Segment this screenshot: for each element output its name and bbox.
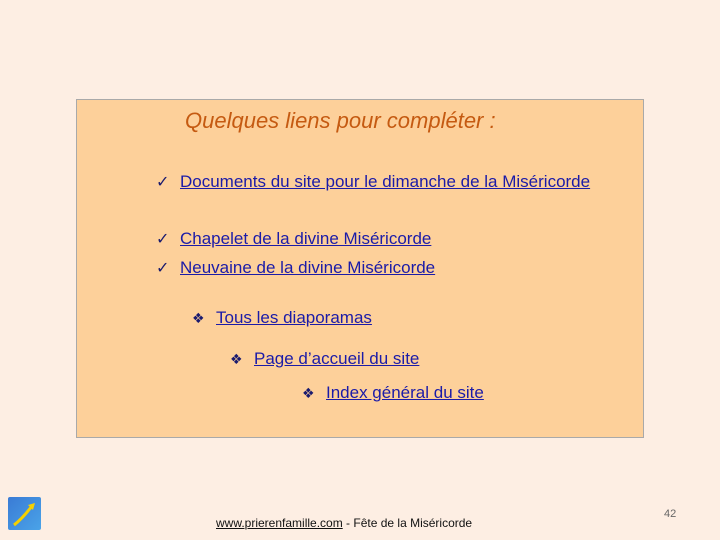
- link-neuvaine[interactable]: Neuvaine de la divine Miséricorde: [180, 258, 436, 277]
- link-item-chapelet: [156, 229, 431, 249]
- footer-separator: -: [342, 516, 354, 530]
- checkmark-icon: ✓: [156, 174, 170, 191]
- link-chapelet[interactable]: Chapelet de la divine Miséricorde: [180, 229, 432, 248]
- page-number: 42: [664, 508, 677, 520]
- diamond-icon: ❖: [230, 351, 243, 367]
- arrow-logo-icon: [8, 497, 41, 530]
- footer-site-link[interactable]: www.prierenfamille.com: [216, 516, 343, 530]
- link-index-general[interactable]: Index général du site: [326, 383, 484, 402]
- checkmark-icon: ✓: [156, 231, 170, 248]
- link-documents-misericorde[interactable]: Documents du site pour le dimanche de la Miséricorde: [180, 172, 591, 191]
- link-item-index: [302, 383, 484, 403]
- footer-text: Fête de la Miséricorde: [353, 516, 473, 530]
- diamond-icon: ❖: [302, 385, 315, 401]
- footer: [216, 516, 472, 530]
- link-page-accueil[interactable]: Page d’accueil du site: [254, 349, 420, 368]
- link-item-neuvaine: [156, 258, 435, 278]
- link-item-accueil: [230, 349, 419, 369]
- checkmark-icon: ✓: [156, 260, 170, 277]
- link-diaporamas[interactable]: Tous les diaporamas: [216, 308, 372, 327]
- diamond-icon: ❖: [192, 310, 205, 326]
- slide-title: Quelques liens pour compléter :: [185, 108, 496, 133]
- link-item-documents: [156, 172, 590, 192]
- link-item-diaporamas: [192, 308, 372, 328]
